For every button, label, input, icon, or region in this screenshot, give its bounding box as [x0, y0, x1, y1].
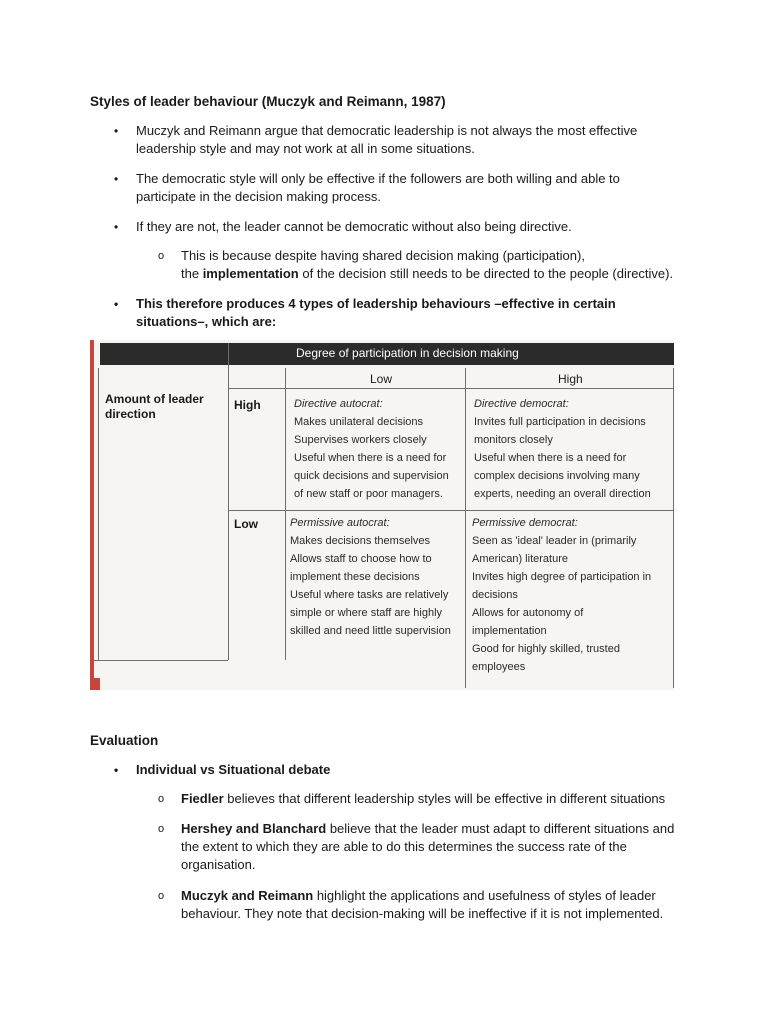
- cell-title: Directive autocrat:: [294, 398, 383, 410]
- bullet-dot-icon: •: [114, 297, 119, 311]
- table-edge-decoration: [90, 340, 94, 690]
- sub-bullet-line1: This is because despite having shared decision making (participation),: [181, 248, 585, 263]
- cell-line: quick decisions and supervision: [294, 470, 449, 482]
- bullet-text: If they are not, the leader cannot be democratic without also being directive.: [136, 219, 572, 234]
- sub-bullet-text: [181, 887, 681, 923]
- bullet-item: [114, 761, 674, 779]
- hollow-circle-icon: o: [158, 823, 165, 835]
- cell-title: Permissive democrat:: [472, 517, 578, 529]
- cell-line: simple or where staff are highly: [290, 607, 443, 619]
- cell-line: monitors closely: [474, 434, 553, 446]
- table-line: [228, 388, 674, 389]
- cell-permissive-autocrat: [290, 514, 462, 640]
- bullet-item: [114, 122, 674, 158]
- row-group-label: Amount of leader direction: [105, 392, 204, 421]
- sub-bullet-line2-pre: the: [181, 266, 203, 281]
- column-header-low: Low: [370, 372, 393, 386]
- table-corner-decoration: [90, 678, 100, 690]
- cell-permissive-democrat: [472, 514, 670, 676]
- table-line: [228, 510, 674, 511]
- column-header-high: High: [558, 372, 583, 386]
- leadership-table-photo: [90, 340, 674, 690]
- cell-line: complex decisions involving many: [474, 470, 640, 482]
- cell-line: Seen as 'ideal' leader in (primarily: [472, 535, 637, 547]
- sub-bullet-item: [158, 820, 678, 874]
- table-line: [465, 368, 466, 688]
- bullet-dot-icon: •: [114, 220, 119, 234]
- cell-line: employees: [472, 661, 526, 673]
- sub-bullet-text: [181, 247, 681, 283]
- cell-line: Good for highly skilled, trusted: [472, 643, 620, 655]
- table-line: [673, 368, 674, 688]
- table-line: [98, 368, 99, 660]
- sub-bullet-text: [181, 790, 681, 808]
- table-line: [228, 343, 229, 660]
- cell-line: Useful where tasks are relatively: [290, 589, 449, 601]
- cell-line: Makes unilateral decisions: [294, 416, 424, 428]
- row-header-high: High: [234, 398, 261, 412]
- cell-line: Useful when there is a need for: [474, 452, 627, 464]
- cell-line: skilled and need little supervision: [290, 625, 451, 637]
- sub-bullet-item: [158, 790, 678, 808]
- cell-directive-autocrat: [294, 395, 462, 503]
- table-line: [285, 368, 286, 660]
- bullet-dot-icon: •: [114, 124, 119, 138]
- hollow-circle-icon: o: [158, 793, 165, 805]
- cell-title: Directive democrat:: [474, 398, 569, 410]
- bullet-dot-icon: •: [114, 172, 119, 186]
- cell-line: Allows for autonomy of: [472, 607, 584, 619]
- sub-bullet-text: [181, 820, 681, 874]
- bullet-text: The democratic style will only be effective if the followers are both willing and able to participate in the decision making process.: [136, 171, 620, 204]
- sub-bullet-rest: highlight the applications and usefulness of styles of leader behaviour. They note that decision-making will be ineffective if it is not implemented.: [181, 888, 664, 921]
- bullet-item: [114, 295, 674, 331]
- sub-bullet-item: [158, 887, 678, 923]
- cell-line: experts, needing an overall direction: [474, 488, 651, 500]
- cell-line: Allows staff to choose how to: [290, 553, 432, 565]
- bullet-dot-icon: •: [114, 763, 119, 777]
- cell-line: Useful when there is a need for: [294, 452, 447, 464]
- hollow-circle-icon: o: [158, 890, 165, 902]
- bullet-item: [114, 170, 674, 206]
- cell-line: implement these decisions: [290, 571, 420, 583]
- cell-directive-democrat: [474, 395, 670, 503]
- bullet-text-bold: This therefore produces 4 types of leadership behaviours –effective in certain situations–, which are:: [136, 296, 616, 329]
- section-heading: Styles of leader behaviour (Muczyk and Reimann, 1987): [90, 94, 446, 109]
- sub-bullet-rest: believes that different leadership styles will be effective in different situations: [223, 791, 666, 806]
- row-header-low: Low: [234, 517, 258, 531]
- sub-bullet-rest: believe that the leader must adapt to different situations and the extent to which they are able to do this determines the success rate of the organisation.: [181, 821, 675, 872]
- cell-line: decisions: [472, 589, 518, 601]
- cell-line: Invites full participation in decisions: [474, 416, 646, 428]
- table-header-text: Degree of participation in decision making: [296, 346, 519, 360]
- table-line: [94, 660, 228, 661]
- sub-bullet-item: [158, 247, 678, 283]
- cell-line: American) literature: [472, 553, 568, 565]
- sub-bullet-bold: Fiedler: [181, 791, 224, 806]
- bullet-item: [114, 218, 674, 236]
- cell-line: Invites high degree of participation in: [472, 571, 652, 583]
- sub-bullet-line2-post: of the decision still needs to be directed to the people (directive).: [298, 266, 674, 281]
- cell-line: implementation: [472, 625, 547, 637]
- sub-bullet-bold: Muczyk and Reimann: [181, 888, 314, 903]
- cell-title: Permissive autocrat:: [290, 517, 390, 529]
- hollow-circle-icon: o: [158, 250, 165, 262]
- bullet-text: Muczyk and Reimann argue that democratic leadership is not always the most effective leadership style and may not work at all in some situations.: [136, 123, 638, 156]
- cell-line: of new staff or poor managers.: [294, 488, 443, 500]
- bullet-text-bold: Individual vs Situational debate: [136, 762, 331, 777]
- sub-bullet-bold: Hershey and Blanchard: [181, 821, 327, 836]
- cell-line: Supervises workers closely: [294, 434, 427, 446]
- cell-line: Makes decisions themselves: [290, 535, 431, 547]
- evaluation-heading: Evaluation: [90, 733, 159, 748]
- sub-bullet-bold: implementation: [202, 266, 299, 281]
